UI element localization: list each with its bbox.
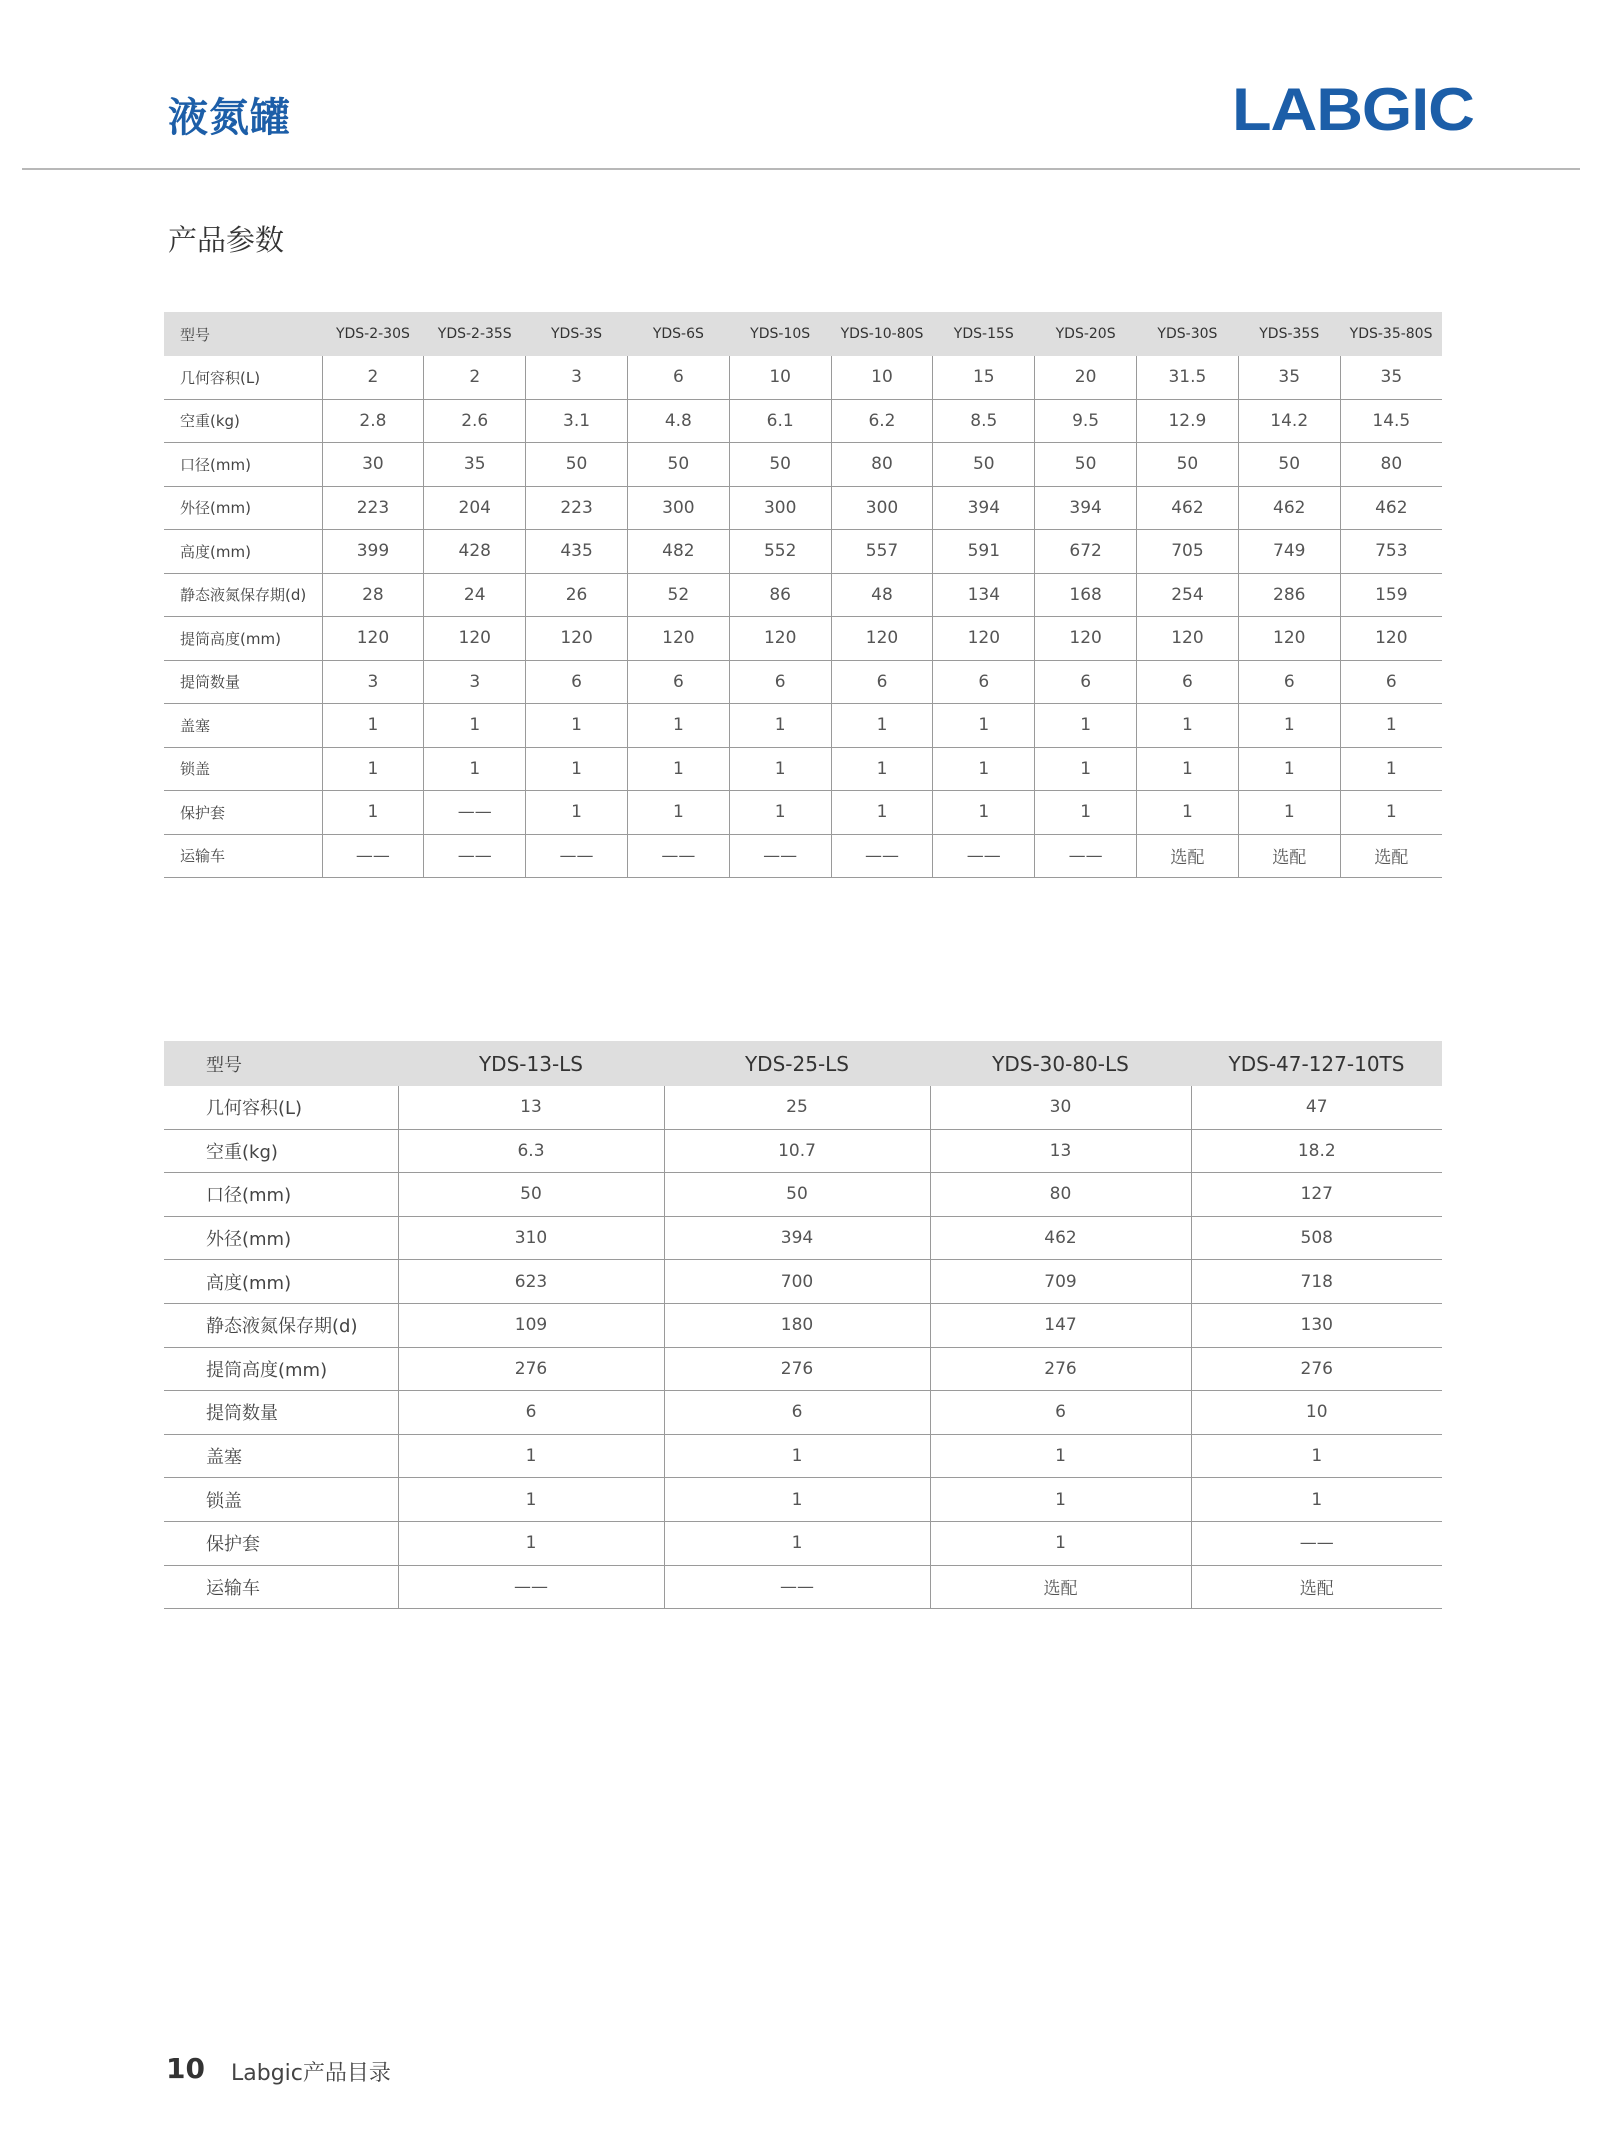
table-cell: 1 — [1137, 704, 1239, 748]
table-cell: 2 — [322, 356, 424, 399]
table-cell: 50 — [398, 1173, 664, 1217]
table-cell: 50 — [729, 443, 831, 487]
table-cell: 1 — [933, 704, 1035, 748]
row-label: 外径(mm) — [164, 486, 322, 530]
table-cell: 35 — [1340, 356, 1442, 399]
table-cell: 310 — [398, 1216, 664, 1260]
table-cell: 120 — [424, 617, 526, 661]
model-header: YDS-25-LS — [664, 1041, 930, 1086]
row-label: 运输车 — [164, 1565, 398, 1609]
table-cell: 120 — [1340, 617, 1442, 661]
table-cell: 1 — [1035, 791, 1137, 835]
table-cell: 1 — [1137, 791, 1239, 835]
row-label: 高度(mm) — [164, 530, 322, 574]
table-cell: 223 — [526, 486, 628, 530]
table-cell: 6 — [526, 660, 628, 704]
table-cell: 12.9 — [1137, 399, 1239, 443]
table-cell: 753 — [1340, 530, 1442, 574]
table-cell: 508 — [1191, 1216, 1442, 1260]
page-title: 液氮罐 — [168, 95, 291, 141]
table-cell: 394 — [933, 486, 1035, 530]
table-cell: 6 — [1035, 660, 1137, 704]
table-cell: 80 — [930, 1173, 1191, 1217]
table-cell: 3.1 — [526, 399, 628, 443]
table-cell: 80 — [1340, 443, 1442, 487]
table-cell: 1 — [664, 1521, 930, 1565]
table-cell: 13 — [930, 1129, 1191, 1173]
table-cell: 1 — [526, 791, 628, 835]
table-cell: 86 — [729, 573, 831, 617]
table-cell: 1 — [930, 1478, 1191, 1522]
table-cell: 1 — [526, 704, 628, 748]
table-row — [164, 443, 1442, 487]
model-header: YDS-10S — [729, 312, 831, 356]
table-cell: 1 — [933, 791, 1035, 835]
table-cell: —— — [831, 834, 933, 878]
row-label: 锁盖 — [164, 747, 322, 791]
table-cell: 选配 — [1191, 1565, 1442, 1609]
table-cell: 6.1 — [729, 399, 831, 443]
model-header: YDS-15S — [933, 312, 1035, 356]
table-cell: 2 — [424, 356, 526, 399]
table-cell: 109 — [398, 1303, 664, 1347]
table-cell: —— — [398, 1565, 664, 1609]
table-cell: 286 — [1238, 573, 1340, 617]
table-cell: 1 — [398, 1521, 664, 1565]
table-cell: 20 — [1035, 356, 1137, 399]
row-label: 空重(kg) — [164, 399, 322, 443]
table-cell: 1 — [627, 791, 729, 835]
table-cell: 130 — [1191, 1303, 1442, 1347]
model-header: YDS-2-30S — [322, 312, 424, 356]
table-row — [164, 1260, 1442, 1304]
table-cell: 462 — [1340, 486, 1442, 530]
table-cell: 276 — [1191, 1347, 1442, 1391]
table-cell: 462 — [1137, 486, 1239, 530]
table-cell: 50 — [526, 443, 628, 487]
table-cell: 52 — [627, 573, 729, 617]
table-cell: 1 — [1340, 747, 1442, 791]
table-cell: 1 — [1238, 747, 1340, 791]
table-cell: —— — [933, 834, 1035, 878]
table-cell: 120 — [831, 617, 933, 661]
table-row — [164, 1347, 1442, 1391]
table-row — [164, 660, 1442, 704]
table-cell: 14.5 — [1340, 399, 1442, 443]
table-cell: 6 — [831, 660, 933, 704]
table-row — [164, 747, 1442, 791]
table-cell: 13 — [398, 1086, 664, 1129]
table-cell: 选配 — [930, 1565, 1191, 1609]
model-header: YDS-2-35S — [424, 312, 526, 356]
table-cell: 10.7 — [664, 1129, 930, 1173]
table-cell: 1 — [831, 704, 933, 748]
table-cell: 6 — [933, 660, 1035, 704]
table-row — [164, 834, 1442, 878]
table-row — [164, 1086, 1442, 1129]
row-label: 盖塞 — [164, 704, 322, 748]
table-cell: 1 — [1035, 747, 1137, 791]
table-cell: 1 — [831, 747, 933, 791]
table-cell: 6.3 — [398, 1129, 664, 1173]
table-cell: —— — [424, 791, 526, 835]
table-cell: 1 — [322, 791, 424, 835]
table-cell: 223 — [322, 486, 424, 530]
table-cell: 选配 — [1238, 834, 1340, 878]
table-cell: 1 — [1035, 704, 1137, 748]
table-cell: 623 — [398, 1260, 664, 1304]
table-cell: 1 — [933, 747, 1035, 791]
table-cell: 50 — [933, 443, 1035, 487]
header-corner-label: 型号 — [164, 1041, 398, 1086]
table-cell: 选配 — [1137, 834, 1239, 878]
table-cell: 选配 — [1340, 834, 1442, 878]
table-cell: 3 — [526, 356, 628, 399]
table-cell: 482 — [627, 530, 729, 574]
table-cell: 1 — [729, 791, 831, 835]
model-header: YDS-47-127-10TS — [1191, 1041, 1442, 1086]
row-label: 提筒数量 — [164, 660, 322, 704]
table-cell: 50 — [1137, 443, 1239, 487]
table-row — [164, 1129, 1442, 1173]
table-cell: 6 — [1137, 660, 1239, 704]
table-row — [164, 704, 1442, 748]
table-cell: 18.2 — [1191, 1129, 1442, 1173]
header-corner-label: 型号 — [164, 312, 322, 356]
row-label: 提筒数量 — [164, 1391, 398, 1435]
table-row — [164, 1391, 1442, 1435]
table-row — [164, 1173, 1442, 1217]
model-header: YDS-10-80S — [831, 312, 933, 356]
model-header: YDS-35S — [1238, 312, 1340, 356]
table-cell: 6 — [398, 1391, 664, 1435]
table-cell: 462 — [1238, 486, 1340, 530]
labgic-logo: LABGIC — [1232, 76, 1474, 143]
table-cell: 50 — [1238, 443, 1340, 487]
table-row — [164, 573, 1442, 617]
table-cell: 1 — [1191, 1478, 1442, 1522]
table-cell: 47 — [1191, 1086, 1442, 1129]
table-cell: 48 — [831, 573, 933, 617]
table-cell: 120 — [729, 617, 831, 661]
spec-table-ls-series — [164, 1041, 1442, 1609]
row-label: 口径(mm) — [164, 1173, 398, 1217]
table-row — [164, 1216, 1442, 1260]
table-cell: —— — [664, 1565, 930, 1609]
table-cell: 50 — [664, 1173, 930, 1217]
table-cell: 749 — [1238, 530, 1340, 574]
table-cell: —— — [424, 834, 526, 878]
model-header: YDS-6S — [627, 312, 729, 356]
table-cell: 300 — [831, 486, 933, 530]
table-row — [164, 530, 1442, 574]
table-cell: 276 — [930, 1347, 1191, 1391]
table-cell: —— — [322, 834, 424, 878]
row-label: 运输车 — [164, 834, 322, 878]
table-row — [164, 356, 1442, 399]
table-cell: 24 — [424, 573, 526, 617]
table-cell: 1 — [424, 704, 526, 748]
table-cell: 1 — [1340, 704, 1442, 748]
table-cell: 1 — [664, 1478, 930, 1522]
table-cell: 394 — [1035, 486, 1137, 530]
table-cell: 1 — [627, 704, 729, 748]
table-cell: 1 — [627, 747, 729, 791]
model-header: YDS-3S — [526, 312, 628, 356]
table-cell: —— — [1191, 1521, 1442, 1565]
table-cell: 120 — [1137, 617, 1239, 661]
row-label: 保护套 — [164, 791, 322, 835]
model-header: YDS-35-80S — [1340, 312, 1442, 356]
table-cell: 35 — [424, 443, 526, 487]
table-cell: 3 — [424, 660, 526, 704]
table-row — [164, 1521, 1442, 1565]
row-label: 高度(mm) — [164, 1260, 398, 1304]
table-cell: —— — [729, 834, 831, 878]
table-row — [164, 1565, 1442, 1609]
table-cell: 14.2 — [1238, 399, 1340, 443]
table-cell: 591 — [933, 530, 1035, 574]
table-row — [164, 399, 1442, 443]
spec-table-s-series — [164, 312, 1442, 878]
table-cell: 1 — [930, 1434, 1191, 1478]
table-cell: 552 — [729, 530, 831, 574]
table-row — [164, 1434, 1442, 1478]
table-cell: 276 — [398, 1347, 664, 1391]
table-cell: —— — [627, 834, 729, 878]
table-cell: 35 — [1238, 356, 1340, 399]
table-cell: 30 — [930, 1086, 1191, 1129]
table-cell: 6 — [729, 660, 831, 704]
row-label: 静态液氮保存期(d) — [164, 573, 322, 617]
table-cell: 127 — [1191, 1173, 1442, 1217]
table-cell: 254 — [1137, 573, 1239, 617]
table-row — [164, 486, 1442, 530]
table-cell: 1 — [398, 1478, 664, 1522]
table-cell: 2.6 — [424, 399, 526, 443]
table-cell: 120 — [627, 617, 729, 661]
table-cell: 168 — [1035, 573, 1137, 617]
table-cell: —— — [526, 834, 628, 878]
row-label: 外径(mm) — [164, 1216, 398, 1260]
row-label: 空重(kg) — [164, 1129, 398, 1173]
row-label: 盖塞 — [164, 1434, 398, 1478]
table-cell: 1 — [424, 747, 526, 791]
table-cell: —— — [1035, 834, 1137, 878]
row-label: 提筒高度(mm) — [164, 1347, 398, 1391]
table-cell: 700 — [664, 1260, 930, 1304]
table-cell: 705 — [1137, 530, 1239, 574]
model-header: YDS-30S — [1137, 312, 1239, 356]
table-row — [164, 1303, 1442, 1347]
table-cell: 300 — [729, 486, 831, 530]
table-cell: 1 — [1238, 791, 1340, 835]
section-title: 产品参数 — [168, 223, 285, 257]
model-header: YDS-13-LS — [398, 1041, 664, 1086]
table-cell: 31.5 — [1137, 356, 1239, 399]
table-cell: 147 — [930, 1303, 1191, 1347]
table-cell: 25 — [664, 1086, 930, 1129]
table-cell: 1 — [1238, 704, 1340, 748]
model-header: YDS-20S — [1035, 312, 1137, 356]
table-row — [164, 791, 1442, 835]
table-cell: 50 — [1035, 443, 1137, 487]
table-cell: 134 — [933, 573, 1035, 617]
table-cell: 1 — [1340, 791, 1442, 835]
table-row — [164, 1478, 1442, 1522]
table-cell: 26 — [526, 573, 628, 617]
table-cell: 1 — [729, 747, 831, 791]
table-cell: 718 — [1191, 1260, 1442, 1304]
table-cell: 3 — [322, 660, 424, 704]
table-row — [164, 617, 1442, 661]
table-cell: 672 — [1035, 530, 1137, 574]
table-cell: 1 — [664, 1434, 930, 1478]
table-cell: 1 — [526, 747, 628, 791]
table-cell: 2.8 — [322, 399, 424, 443]
table-cell: 557 — [831, 530, 933, 574]
table-cell: 120 — [933, 617, 1035, 661]
table-cell: 6 — [664, 1391, 930, 1435]
table-cell: 10 — [1191, 1391, 1442, 1435]
table-cell: 9.5 — [1035, 399, 1137, 443]
row-label: 口径(mm) — [164, 443, 322, 487]
header-divider — [22, 168, 1580, 170]
row-label: 锁盖 — [164, 1478, 398, 1522]
table-cell: 120 — [1238, 617, 1340, 661]
table-cell: 428 — [424, 530, 526, 574]
table-cell: 1 — [398, 1434, 664, 1478]
page-number: 10 — [166, 2052, 205, 2085]
table-cell: 80 — [831, 443, 933, 487]
table-cell: 28 — [322, 573, 424, 617]
table-cell: 6 — [627, 356, 729, 399]
table-cell: 30 — [322, 443, 424, 487]
table-cell: 435 — [526, 530, 628, 574]
table-cell: 6 — [1340, 660, 1442, 704]
table-cell: 159 — [1340, 573, 1442, 617]
row-label: 几何容积(L) — [164, 1086, 398, 1129]
table-cell: 276 — [664, 1347, 930, 1391]
table-cell: 6 — [1238, 660, 1340, 704]
table-cell: 180 — [664, 1303, 930, 1347]
model-header: YDS-30-80-LS — [930, 1041, 1191, 1086]
table-cell: 204 — [424, 486, 526, 530]
table-cell: 6.2 — [831, 399, 933, 443]
table-cell: 6 — [627, 660, 729, 704]
table-cell: 394 — [664, 1216, 930, 1260]
table-cell: 300 — [627, 486, 729, 530]
table-cell: 1 — [322, 747, 424, 791]
table-cell: 6 — [930, 1391, 1191, 1435]
table-cell: 399 — [322, 530, 424, 574]
table-cell: 50 — [627, 443, 729, 487]
table-cell: 120 — [1035, 617, 1137, 661]
footer-catalog-label: Labgic产品目录 — [231, 2061, 391, 2086]
table-cell: 15 — [933, 356, 1035, 399]
table-cell: 10 — [831, 356, 933, 399]
row-label: 几何容积(L) — [164, 356, 322, 399]
table-cell: 4.8 — [627, 399, 729, 443]
table-cell: 120 — [526, 617, 628, 661]
table-cell: 462 — [930, 1216, 1191, 1260]
row-label: 静态液氮保存期(d) — [164, 1303, 398, 1347]
table-cell: 1 — [930, 1521, 1191, 1565]
row-label: 提筒高度(mm) — [164, 617, 322, 661]
row-label: 保护套 — [164, 1521, 398, 1565]
table-cell: 120 — [322, 617, 424, 661]
table-cell: 1 — [831, 791, 933, 835]
table-cell: 10 — [729, 356, 831, 399]
table-cell: 8.5 — [933, 399, 1035, 443]
table-cell: 1 — [729, 704, 831, 748]
table-cell: 1 — [1137, 747, 1239, 791]
table-cell: 1 — [1191, 1434, 1442, 1478]
table-cell: 709 — [930, 1260, 1191, 1304]
table-cell: 1 — [322, 704, 424, 748]
